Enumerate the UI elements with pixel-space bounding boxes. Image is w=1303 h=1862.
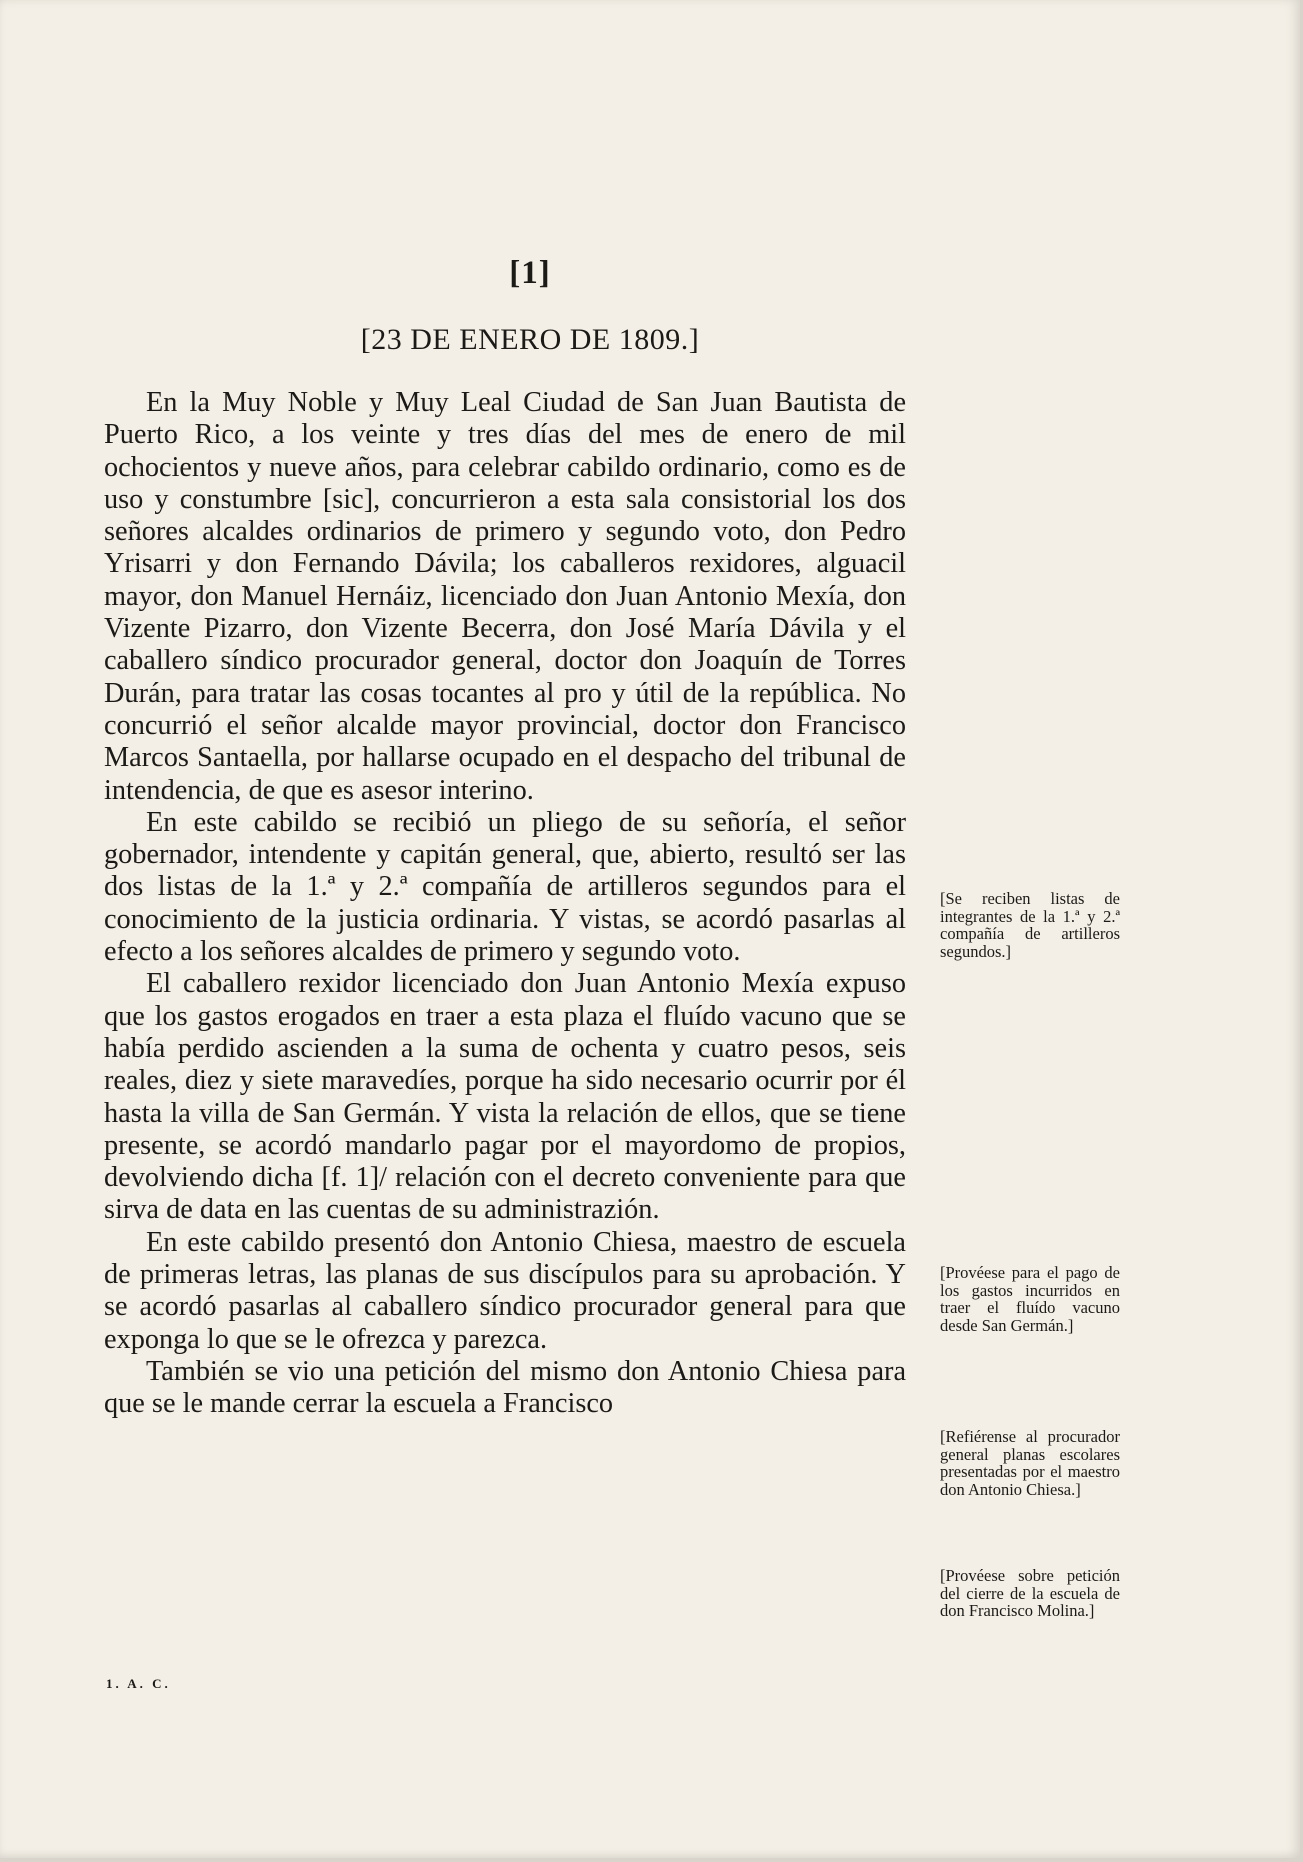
margin-note: [Refiérense al procurador general planas escolares presentadas por el maestro don Antonio Chiesa.] xyxy=(940,1427,1120,1499)
margin-note: [Provéese para el pago de los gastos incurridos en traer el fluído vacuno desde San Germán.] xyxy=(940,1263,1120,1335)
signature-mark: 1. A. C. xyxy=(106,1676,171,1691)
margin-note: [Provéese sobre petición del cierre de la escuela de don Francisco Molina.] xyxy=(940,1566,1120,1621)
paragraph: En este cabildo presentó don Antonio Chiesa, maestro de escuela de primeras letras, las planas de sus discípulos para su aprobación. Y se acordó pasarlas al caballero síndico procurador general para que exponga lo que se le ofrezca y parezca. xyxy=(104,1226,906,1355)
paragraph: En este cabildo se recibió un pliego de su señoría, el señor gobernador, intendente y capitán general, que, abierto, resultó ser las dos listas de la 1.ª y 2.ª compañía de artilleros segundos para el conocimiento de la justicia ordinaria. Y vistas, se acordó pasarlas al efecto a los señores alcaldes de primero y segundo voto. xyxy=(104,806,906,968)
margin-note: [Se reciben listas de integrantes de la 1.ª y 2.ª compañía de artilleros segundos.] xyxy=(940,889,1120,961)
body-text xyxy=(104,387,906,1421)
document-number: [1] xyxy=(509,255,551,291)
paragraph: El caballero rexidor licenciado don Juan Antonio Mexía expuso que los gastos erogados en traer a esta plaza el fluído vacuno que se había perdido ascienden a la suma de ochenta y cuatro pesos, seis reales, diez y siete maravedíes, porque ha sido necesario ocurrir por él hasta la villa de San Germán. Y vista la relación de ellos, que se tiene presente, se acordó mandarlo pagar por el mayordomo de propios, devolviendo dicha [f. 1]/ relación con el decreto conveniente para que sirva de data en las cuentas de su administrazión. xyxy=(104,968,906,1226)
document-date: [23 DE ENERO DE 1809.] xyxy=(360,323,700,356)
paragraph: En la Muy Noble y Muy Leal Ciudad de San Juan Bautista de Puerto Rico, a los veinte y tres días del mes de enero de mil ochocientos y nueve años, para celebrar cabildo ordinario, como es de uso y constumbre [sic], concurrieron a esta sala consistorial los dos señores alcaldes ordinarios de primero y segundo voto, don Pedro Yrisarri y don Fernando Dávila; los caballeros rexidores, alguacil mayor, don Manuel Hernáiz, licenciado don Juan Antonio Mexía, don Vizente Pizarro, don Vizente Becerra, don José María Dávila y el caballero síndico procurador general, doctor don Joaquín de Torres Durán, para tratar las cosas tocantes al pro y útil de la república. No concurrió el señor alcalde mayor provincial, doctor don Francisco Marcos Santaella, por hallarse ocupado en el despacho del tribunal de intendencia, de que es asesor interino. xyxy=(104,387,906,806)
paragraph: También se vio una petición del mismo don Antonio Chiesa para que se le mande cerrar la escuela a Francisco xyxy=(104,1355,906,1420)
